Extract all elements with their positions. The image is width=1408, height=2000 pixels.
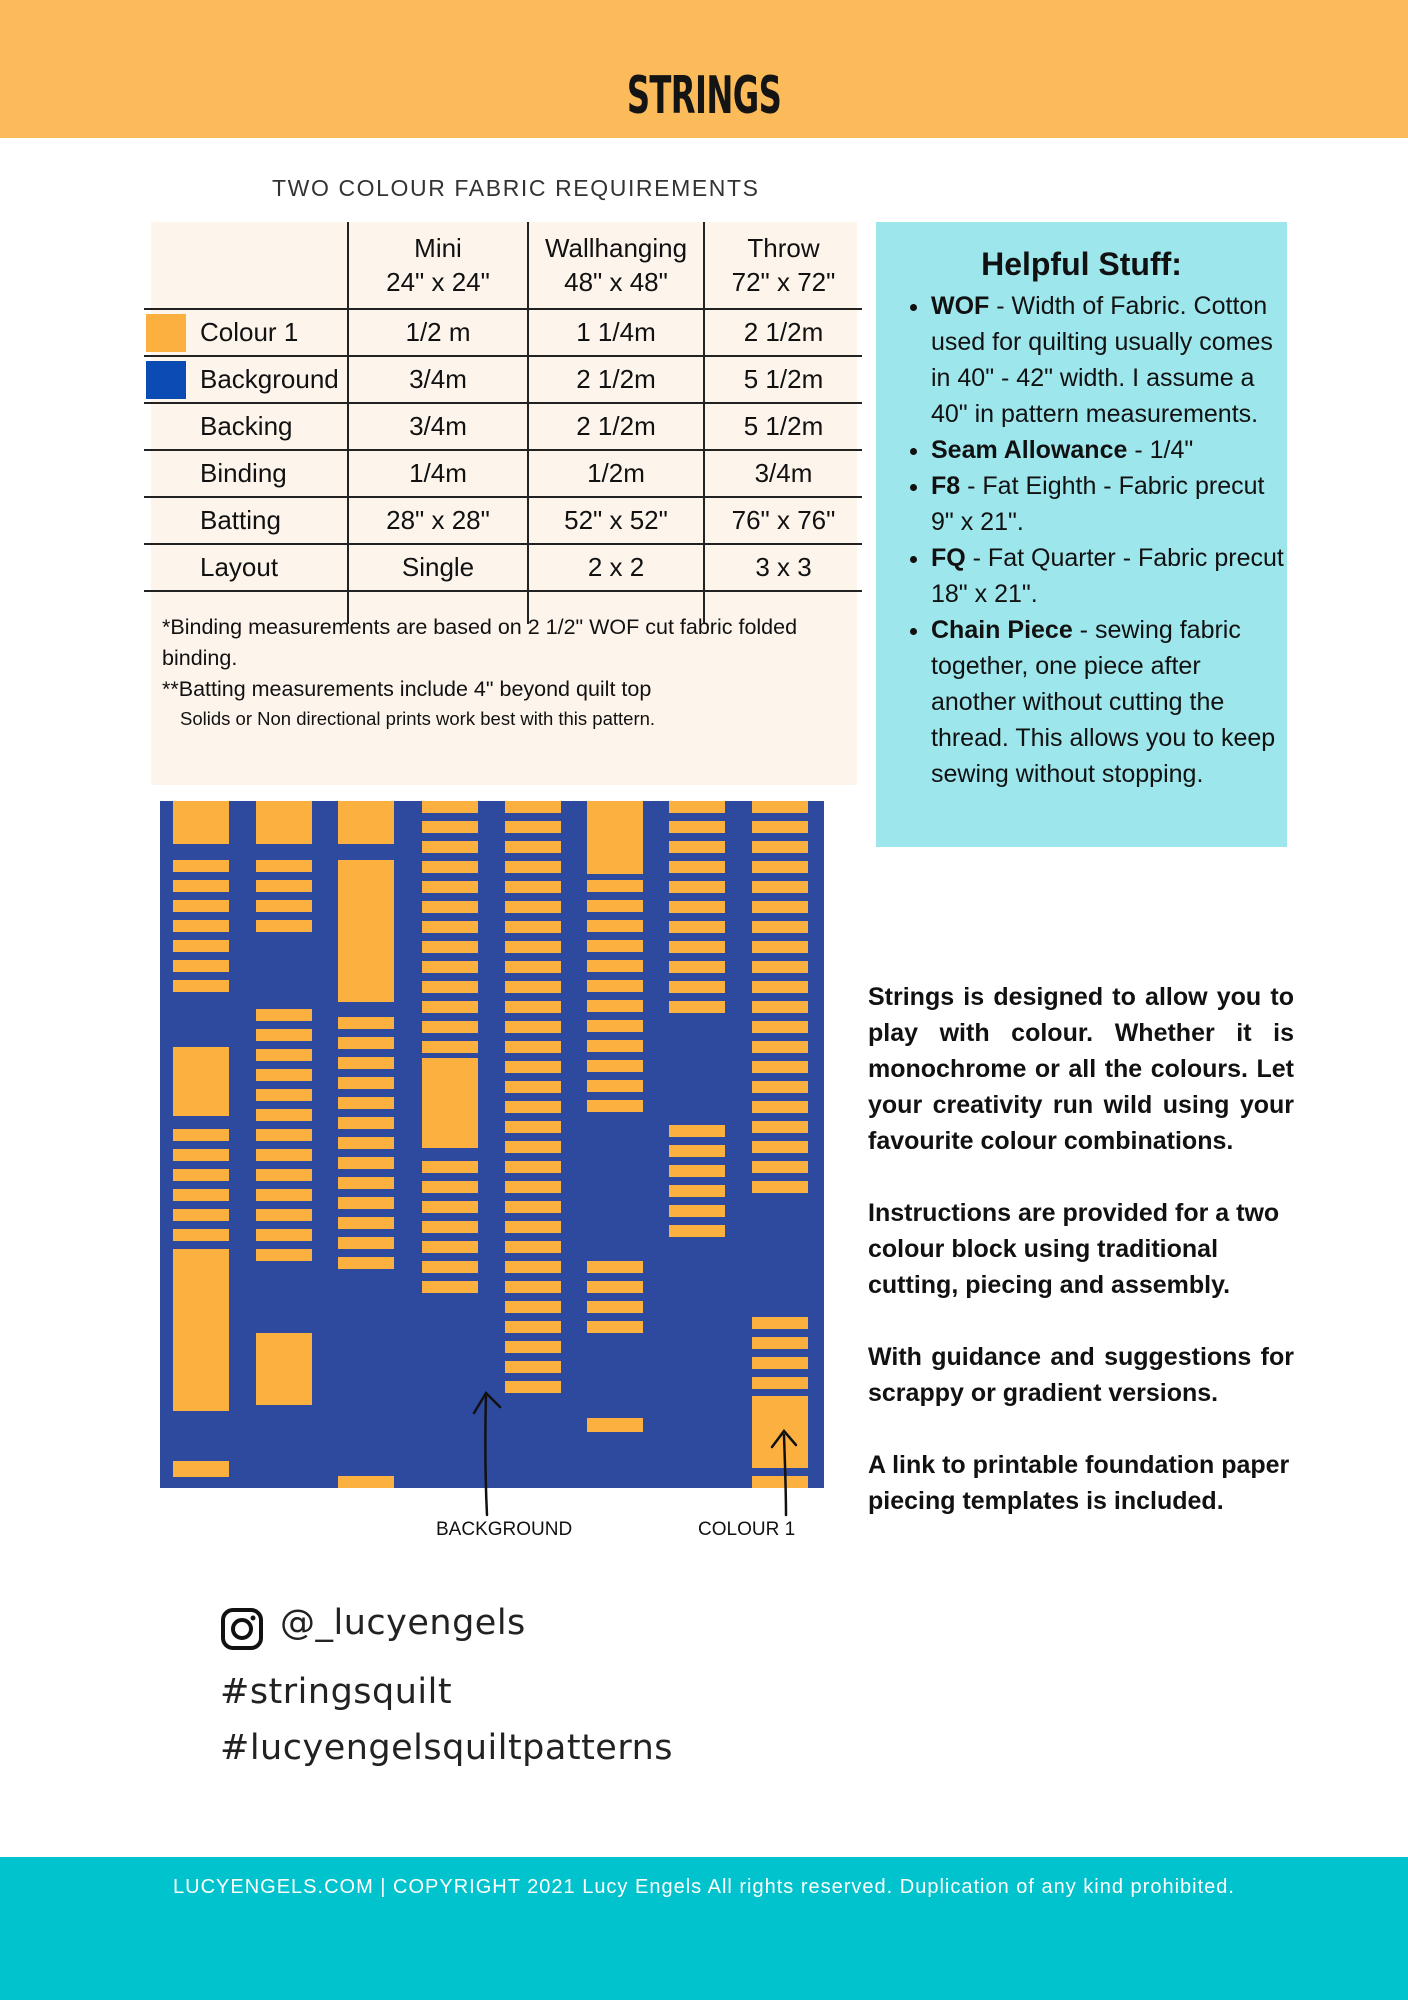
requirements-table [144, 222, 862, 624]
colour1-arrow [762, 1425, 812, 1520]
quilt-strip [752, 1021, 808, 1033]
quilt-strip [256, 900, 312, 912]
quilt-strip [173, 900, 229, 912]
quilt-strip [338, 1057, 394, 1069]
quilt-strip [587, 980, 643, 992]
quilt-strip [338, 860, 394, 1002]
quilt-strip [752, 821, 808, 833]
quilt-strip [587, 1060, 643, 1072]
quilt-strip [505, 1341, 561, 1353]
quilt-strip [256, 1009, 312, 1021]
quilt-strip [338, 1077, 394, 1089]
quilt-strip [422, 921, 478, 933]
quilt-strip [256, 880, 312, 892]
quilt-strip [338, 1117, 394, 1129]
quilt-strip [752, 801, 808, 813]
instagram-icon [220, 1607, 264, 1651]
quilt-strip [587, 1040, 643, 1052]
table-cell: 1/2m [528, 450, 704, 497]
page-title: STRINGS [626, 66, 782, 126]
quilt-strip [752, 1337, 808, 1349]
quilt-strip [752, 1101, 808, 1113]
description-paragraph: With guidance and suggestions for scrappy or gradient versions. [868, 1343, 1294, 1407]
row-label: Batting [144, 497, 348, 544]
quilt-strip [173, 1149, 229, 1161]
quilt-strip [669, 901, 725, 913]
quilt-strip [505, 1301, 561, 1313]
table-cell: 2 1/2m [528, 356, 704, 403]
quilt-strip [256, 1089, 312, 1101]
pattern-description [868, 979, 1294, 1555]
quilt-strip [256, 1249, 312, 1261]
quilt-strip [505, 921, 561, 933]
table-row-backing [144, 403, 862, 450]
quilt-strip [422, 961, 478, 973]
quilt-strip [587, 1100, 643, 1112]
glossary-list [886, 288, 1287, 792]
quilt-strip [505, 801, 561, 813]
quilt-strip [338, 1237, 394, 1249]
quilt-strip [587, 1418, 643, 1432]
quilt-strip [752, 1061, 808, 1073]
quilt-strip [422, 1241, 478, 1253]
requirements-heading: TWO COLOUR FABRIC REQUIREMENTS [272, 175, 760, 201]
quilt-strip [505, 861, 561, 873]
quilt-strip [752, 1377, 808, 1389]
quilt-strip [422, 1221, 478, 1233]
quilt-strip [173, 880, 229, 892]
quilt-strip [422, 1001, 478, 1013]
table-row-batting [144, 497, 862, 544]
colour1-swatch [146, 314, 186, 352]
table-cell: 2 1/2m [704, 309, 862, 356]
quilt-strip [173, 1129, 229, 1141]
table-cell: Single [348, 544, 528, 591]
quilt-strip [587, 900, 643, 912]
quilt-strip [752, 941, 808, 953]
quilt-strip [422, 881, 478, 893]
requirements-notes [162, 612, 802, 733]
row-label: Background [200, 364, 339, 394]
quilt-strip [505, 1021, 561, 1033]
quilt-strip [587, 1321, 643, 1333]
quilt-strip [752, 1181, 808, 1193]
quilt-strip [587, 1261, 643, 1273]
quilt-strip [422, 1181, 478, 1193]
quilt-strip [338, 1017, 394, 1029]
helpful-stuff-box [876, 222, 1287, 847]
quilt-strip [173, 1461, 229, 1477]
quilt-strip [752, 1357, 808, 1369]
row-label: Backing [144, 403, 348, 450]
quilt-strip [505, 1281, 561, 1293]
quilt-strip [669, 861, 725, 873]
quilt-strip [173, 860, 229, 872]
column-header-mini: Mini 24" x 24" [348, 222, 528, 309]
table-cell: 2 x 2 [528, 544, 704, 591]
glossary-item-wof: • WOF - Width of Fabric. Cotton used for quilting usually comes in 40" - 42" width. I assume a 40" in pattern measurements. [931, 288, 1287, 432]
quilt-strip [669, 1205, 725, 1217]
quilt-strip [505, 1261, 561, 1273]
quilt-strip [173, 1261, 229, 1411]
quilt-strip [422, 1021, 478, 1033]
quilt-strip [752, 1081, 808, 1093]
quilt-strip [669, 1225, 725, 1237]
quilt-strip [173, 920, 229, 932]
row-label: Layout [144, 544, 348, 591]
quilt-strip [173, 1047, 229, 1116]
quilt-strip [669, 981, 725, 993]
table-cell: 28" x 28" [348, 497, 528, 544]
quilt-strip [256, 1069, 312, 1081]
description-paragraph: A link to printable foundation paper piecing templates is included. [868, 1451, 1290, 1515]
quilt-strip [338, 1177, 394, 1189]
quilt-strip [669, 841, 725, 853]
quilt-strip [256, 1149, 312, 1161]
table-cell: 2 1/2m [528, 403, 704, 450]
quilt-strip [338, 1037, 394, 1049]
quilt-strip [505, 1161, 561, 1173]
quilt-strip [752, 901, 808, 913]
quilt-strip [669, 961, 725, 973]
table-cell: 3/4m [348, 403, 528, 450]
table-cell: 76" x 76" [704, 497, 862, 544]
quilt-strip [587, 960, 643, 972]
glossary-item-seam-allowance: • Seam Allowance - 1/4" [931, 432, 1287, 468]
quilt-strip [422, 901, 478, 913]
quilt-strip [752, 841, 808, 853]
quilt-strip [505, 1181, 561, 1193]
description-paragraph: Strings is designed to allow you to play with colour. Whether it is monochrome or all the colours. Let your creativity run wild using your favourite colour combinations. [868, 983, 1294, 1155]
quilt-strip [173, 1189, 229, 1201]
quilt-strip [256, 1229, 312, 1241]
colour1-label: COLOUR 1 [698, 1519, 796, 1540]
quilt-strip [505, 1001, 561, 1013]
quilt-strip [752, 1141, 808, 1153]
quilt-strip [587, 1281, 643, 1293]
quilt-strip [505, 1081, 561, 1093]
table-row-layout [144, 544, 862, 591]
table-cell: 1/4m [348, 450, 528, 497]
quilt-strip [505, 1321, 561, 1333]
footer-copyright: LUCYENGELS.COM | COPYRIGHT 2021 Lucy Engels All rights reserved. Duplication of any kind prohibited. [173, 1876, 1235, 1898]
fabric-tip: Solids or Non directional prints work best with this pattern. [180, 708, 656, 729]
quilt-strip [173, 1169, 229, 1181]
quilt-strip [338, 1257, 394, 1269]
table-cell: 1 1/4m [528, 309, 704, 356]
quilt-strip [752, 1121, 808, 1133]
quilt-strip [338, 1097, 394, 1109]
quilt-strip [752, 1041, 808, 1053]
quilt-strip [422, 1281, 478, 1293]
quilt-strip [669, 1185, 725, 1197]
quilt-strip [422, 861, 478, 873]
quilt-strip [338, 1197, 394, 1209]
table-cell: 3/4m [348, 356, 528, 403]
quilt-strip [173, 1209, 229, 1221]
quilt-strip [173, 940, 229, 952]
quilt-strip [256, 1169, 312, 1181]
table-cell: 52" x 52" [528, 497, 704, 544]
table-header-blank [144, 222, 348, 309]
binding-note: *Binding measurements are based on 2 1/2" WOF cut fabric folded binding. [162, 615, 798, 670]
quilt-strip [587, 1301, 643, 1313]
quilt-strip [505, 1041, 561, 1053]
quilt-strip [173, 1249, 229, 1261]
description-paragraph: Instructions are provided for a two colour block using traditional cutting, piecing and assembly. [868, 1199, 1280, 1299]
background-arrow [470, 1385, 530, 1520]
quilt-strip [422, 1058, 478, 1148]
quilt-strip [587, 940, 643, 952]
quilt-strip [256, 1109, 312, 1121]
quilt-strip [505, 961, 561, 973]
quilt-strip [505, 1241, 561, 1253]
quilt-strip [338, 1217, 394, 1229]
table-row-background [144, 356, 862, 403]
quilt-strip [422, 1041, 478, 1053]
table-cell: 3 x 3 [704, 544, 862, 591]
glossary-item-chain-piece: • Chain Piece - sewing fabric together, one piece after another without cutting the thread. This allows you to keep sewing without stopping. [931, 612, 1287, 792]
table-cell: 3/4m [704, 450, 862, 497]
table-row-binding [144, 450, 862, 497]
quilt-strip [256, 1189, 312, 1201]
quilt-strip [173, 960, 229, 972]
hashtag-lucyengels: #lucyengelsquiltpatterns [220, 1728, 674, 1768]
glossary-item-f8: • F8 - Fat Eighth - Fabric precut 9" x 21". [931, 468, 1287, 540]
quilt-strip [669, 801, 725, 813]
quilt-strip [505, 881, 561, 893]
quilt-strip [505, 1201, 561, 1213]
quilt-strip [422, 821, 478, 833]
quilt-strip [505, 1141, 561, 1153]
quilt-strip [338, 1137, 394, 1149]
quilt-strip [173, 980, 229, 992]
quilt-strip [256, 1209, 312, 1221]
column-header-wallhanging: Wallhanging 48" x 48" [528, 222, 704, 309]
quilt-strip [587, 1080, 643, 1092]
quilt-strip [669, 821, 725, 833]
quilt-strip [752, 881, 808, 893]
quilt-strip [173, 801, 229, 844]
quilt-strip [669, 1145, 725, 1157]
quilt-strip [422, 841, 478, 853]
quilt-strip [505, 1101, 561, 1113]
quilt-strip [338, 1157, 394, 1169]
quilt-strip [505, 1121, 561, 1133]
quilt-strip [587, 1000, 643, 1012]
quilt-strip [422, 801, 478, 813]
table-row-colour1 [144, 309, 862, 356]
background-label: BACKGROUND [436, 1519, 573, 1540]
quilt-strip [505, 1361, 561, 1373]
helpful-stuff-title: Helpful Stuff: [981, 246, 1182, 282]
quilt-strip [505, 841, 561, 853]
quilt-strip [256, 1333, 312, 1405]
quilt-strip [422, 941, 478, 953]
table-cell: 1/2 m [348, 309, 528, 356]
quilt-strip [256, 860, 312, 872]
quilt-strip [505, 901, 561, 913]
batting-note: **Batting measurements include 4" beyond quilt top [162, 677, 652, 701]
quilt-strip [752, 1161, 808, 1173]
quilt-strip [256, 1129, 312, 1141]
quilt-strip [752, 921, 808, 933]
background-swatch [146, 361, 186, 399]
quilt-strip [422, 1201, 478, 1213]
column-header-throw: Throw 72" x 72" [704, 222, 862, 309]
quilt-strip [505, 981, 561, 993]
quilt-strip [422, 1161, 478, 1173]
quilt-strip [173, 1229, 229, 1241]
row-label: Binding [144, 450, 348, 497]
quilt-strip [587, 1020, 643, 1032]
quilt-strip [256, 1029, 312, 1041]
quilt-strip [505, 1061, 561, 1073]
row-label: Colour 1 [200, 317, 299, 347]
quilt-strip [752, 1317, 808, 1329]
quilt-strip [752, 1001, 808, 1013]
quilt-strip [505, 821, 561, 833]
table-cell: 5 1/2m [704, 403, 862, 450]
quilt-strip [422, 981, 478, 993]
quilt-strip [669, 881, 725, 893]
hashtag-stringsquilt: #stringsquilt [220, 1672, 453, 1712]
quilt-strip [669, 921, 725, 933]
quilt-strip [669, 1125, 725, 1137]
quilt-strip [669, 1165, 725, 1177]
quilt-strip [587, 920, 643, 932]
table-cell: 5 1/2m [704, 356, 862, 403]
quilt-strip [338, 801, 394, 844]
quilt-strip [422, 1261, 478, 1273]
quilt-strip [752, 861, 808, 873]
glossary-item-fq: • FQ - Fat Quarter - Fabric precut 18" x 21". [931, 540, 1287, 612]
quilt-strip [256, 920, 312, 932]
quilt-strip [505, 941, 561, 953]
quilt-strip [669, 941, 725, 953]
quilt-strip [505, 1221, 561, 1233]
quilt-strip [752, 961, 808, 973]
quilt-strip [587, 801, 643, 874]
instagram-handle: @_lucyengels [280, 1603, 526, 1643]
quilt-strip [256, 1049, 312, 1061]
table-header-row [144, 222, 862, 309]
quilt-strip [752, 981, 808, 993]
quilt-strip [256, 801, 312, 844]
quilt-strip [587, 880, 643, 892]
quilt-strip [338, 1476, 394, 1488]
quilt-strip [669, 1001, 725, 1013]
